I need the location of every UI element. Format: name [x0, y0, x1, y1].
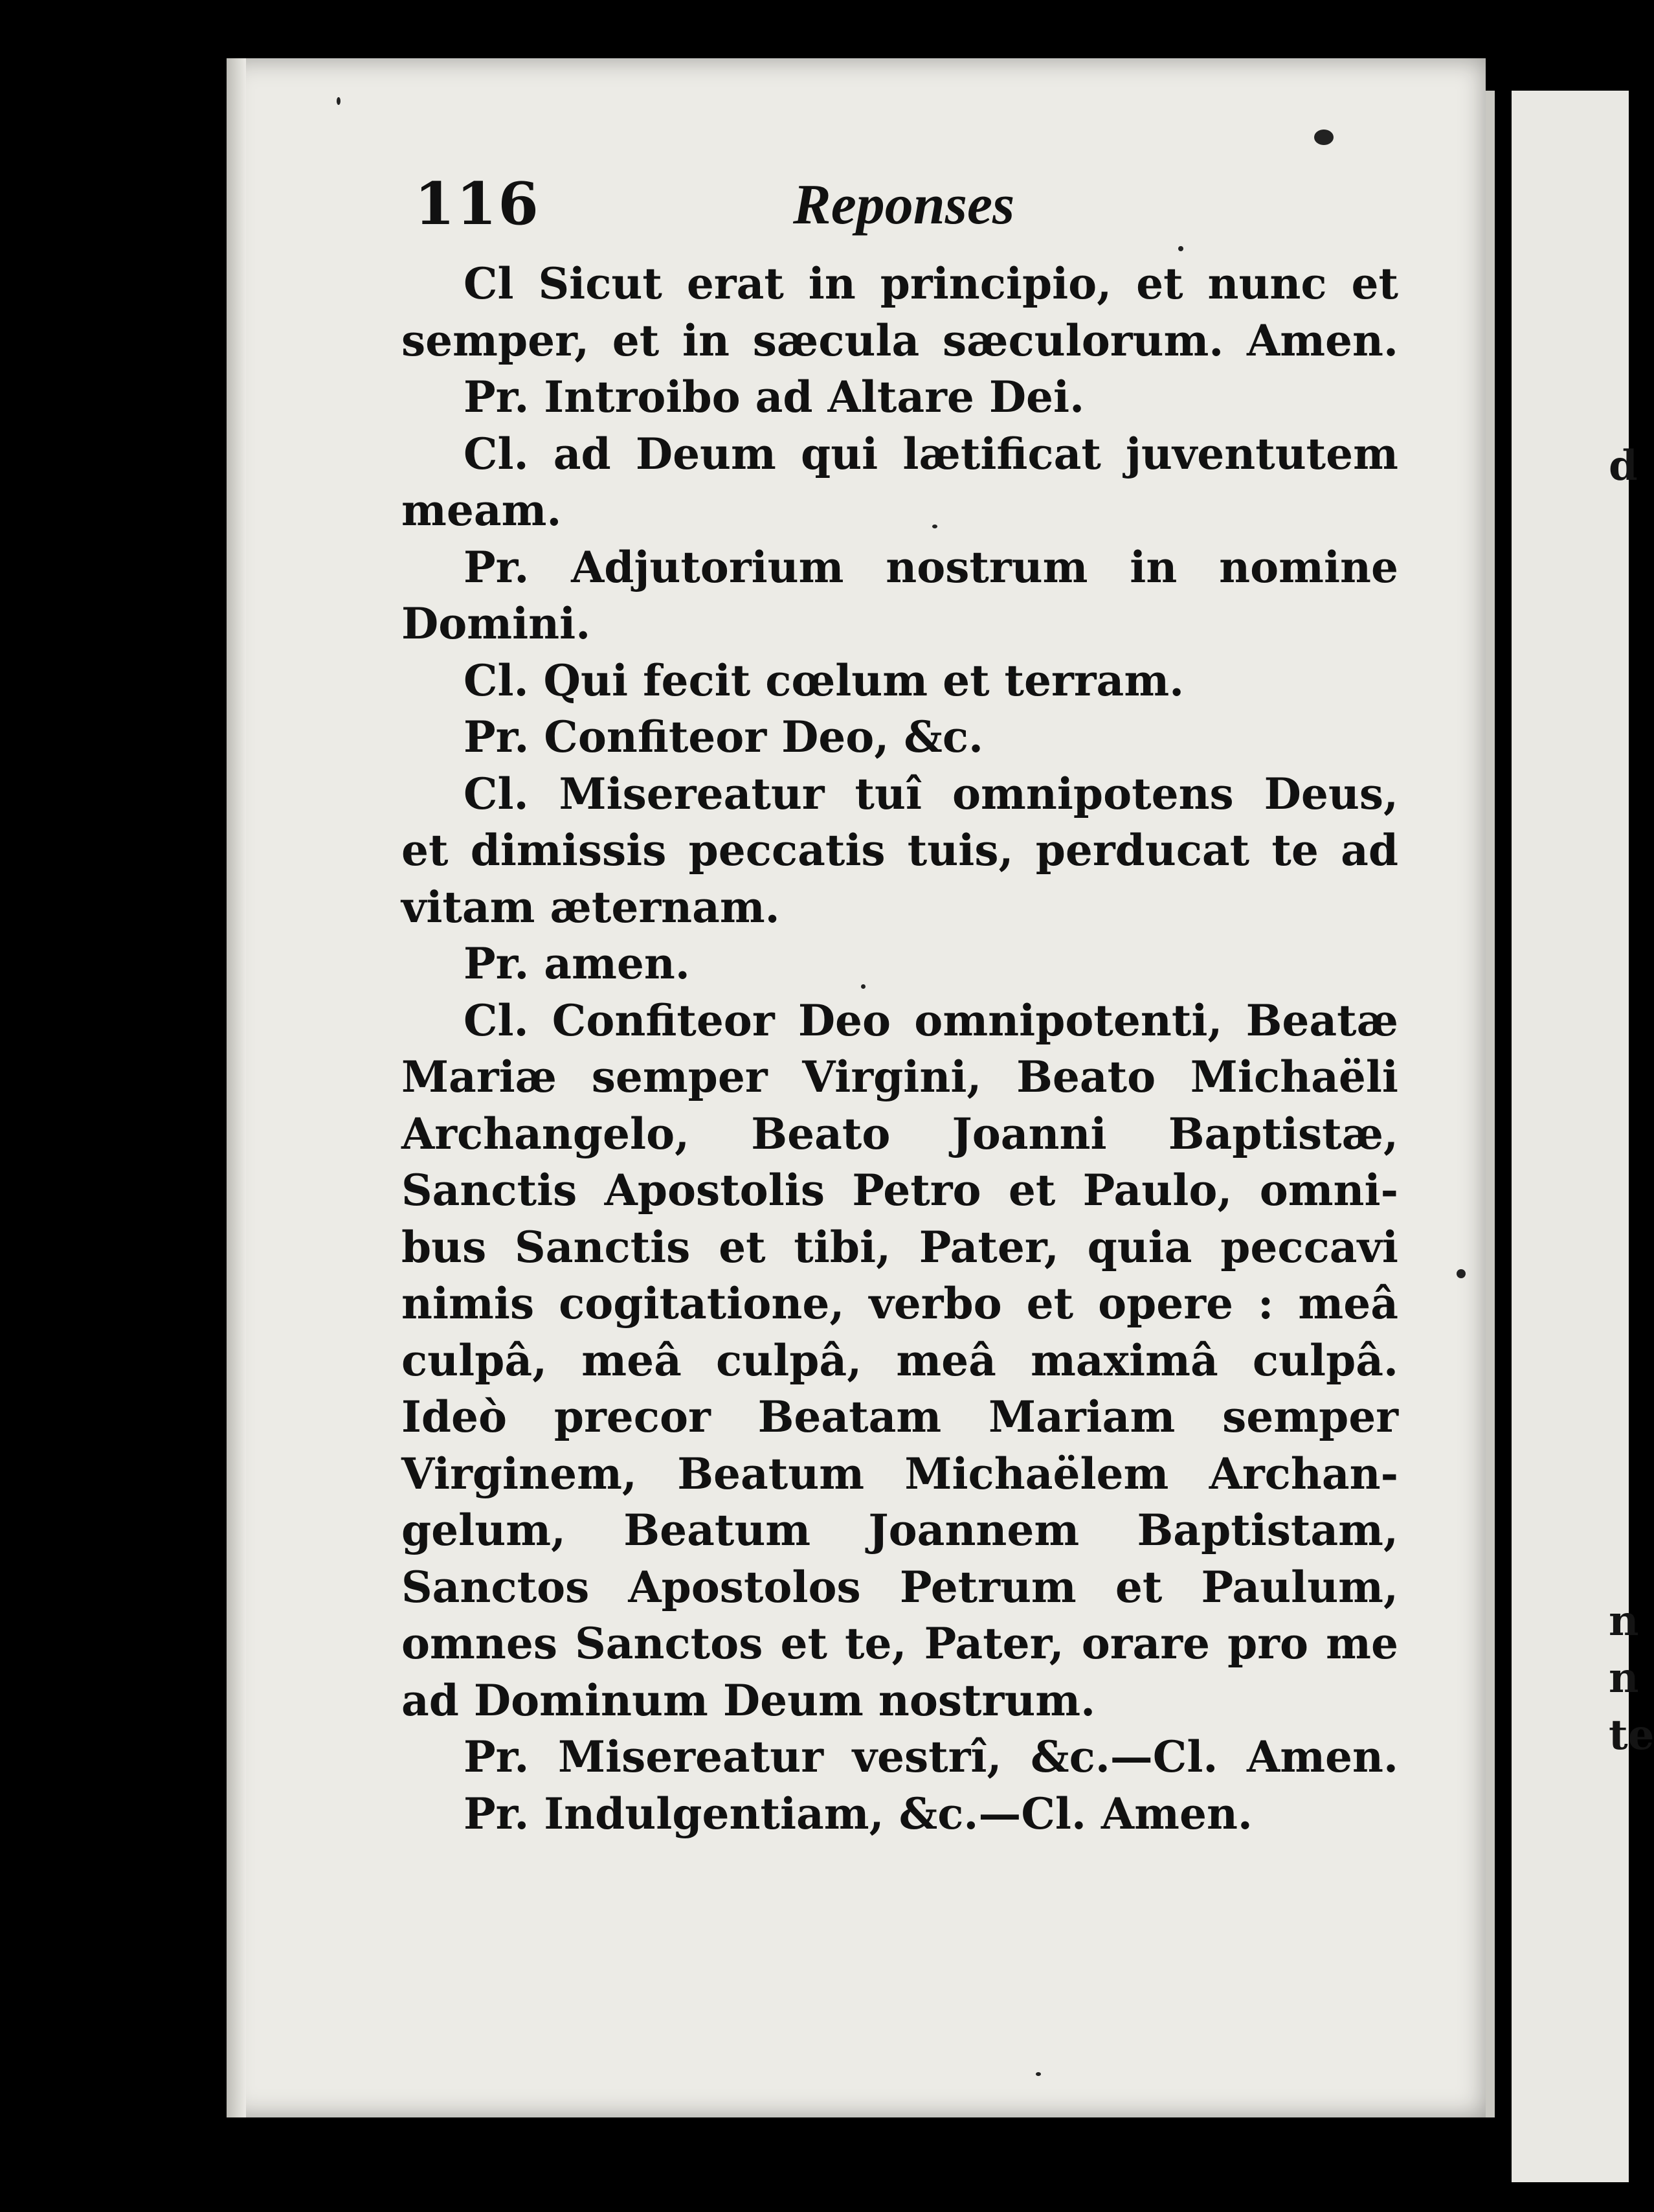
running-head: Reponses [793, 174, 1015, 236]
text-line: Sanctis Apostolis Petro et Paulo, omni- [401, 1165, 1398, 1215]
text-line: Cl. Qui fecit cœlum et terram. [464, 655, 1185, 706]
text-line: gelum, Beatum Joannem Baptistam, [401, 1505, 1398, 1555]
text-line: Pr. amen. [464, 938, 690, 989]
text-line: Sanctos Apostolos Petrum et Paulum, [401, 1561, 1398, 1612]
next-page-fragment: n [1609, 1654, 1639, 1702]
text-line: Pr. Adjutorium nostrum in nomine [464, 541, 1398, 592]
ink-speck [932, 525, 937, 528]
text-line: ad Dominum Deum nostrum. [401, 1675, 1096, 1726]
text-line: omnes Sanctos et te, Pater, orare pro me [401, 1618, 1398, 1669]
text-line: Ideò precor Beatam Mariam semper [401, 1392, 1398, 1442]
text-line: Cl. Confiteor Deo omnipotenti, Beatæ [464, 995, 1398, 1046]
ink-speck [1178, 246, 1183, 251]
ink-speck [1314, 130, 1334, 145]
page-number: 116 [414, 170, 540, 238]
text-line: Pr. Confiteor Deo, &c. [464, 712, 984, 762]
text-line: Pr. Misereatur vestrî, &c.—Cl. Amen. [464, 1732, 1398, 1782]
text-line: Pr. Introibo ad Altare Dei. [464, 372, 1085, 422]
page-header [414, 170, 1424, 241]
text-line: Pr. Indulgentiam, &c.—Cl. Amen. [464, 1788, 1253, 1839]
text-line: semper, et in sæcula sæculorum. Amen. [401, 315, 1398, 366]
text-line: Domini. [401, 598, 591, 649]
next-page-fragment: te [1609, 1711, 1654, 1759]
text-line: Mariæ semper Virgini, Beato Michaëli [401, 1052, 1398, 1102]
page-edge [1486, 91, 1495, 2117]
text-line: vitam æternam. [401, 881, 780, 932]
text-line: Cl Sicut erat in principio, et nunc et [464, 258, 1398, 309]
text-line: culpâ, meâ culpâ, meâ maximâ culpâ. [401, 1335, 1398, 1386]
ink-speck [861, 984, 866, 989]
ink-speck [337, 97, 341, 105]
text-line: et dimissis peccatis tuis, perducat te ad [401, 825, 1398, 875]
text-line: Cl. Misereatur tuî omnipotens Deus, [464, 768, 1398, 819]
book-page-right-partial [1512, 91, 1654, 2182]
text-line: nimis cogitatione, verbo et opere : meâ [401, 1278, 1398, 1329]
text-line: meam. [401, 485, 562, 536]
next-page-fragment: n [1609, 1597, 1639, 1645]
text-line: Virginem, Beatum Michaëlem Archan- [401, 1448, 1398, 1499]
ink-speck [1036, 2072, 1041, 2076]
text-line: Cl. ad Deum qui lætificat juventutem [464, 428, 1398, 479]
body-text [401, 256, 1398, 1842]
text-line: Archangelo, Beato Joanni Baptistæ, [401, 1108, 1398, 1159]
next-page-fragment: d [1609, 442, 1638, 490]
text-line: bus Sanctis et tibi, Pater, quia peccavi [401, 1221, 1398, 1272]
ink-speck [1457, 1269, 1466, 1278]
